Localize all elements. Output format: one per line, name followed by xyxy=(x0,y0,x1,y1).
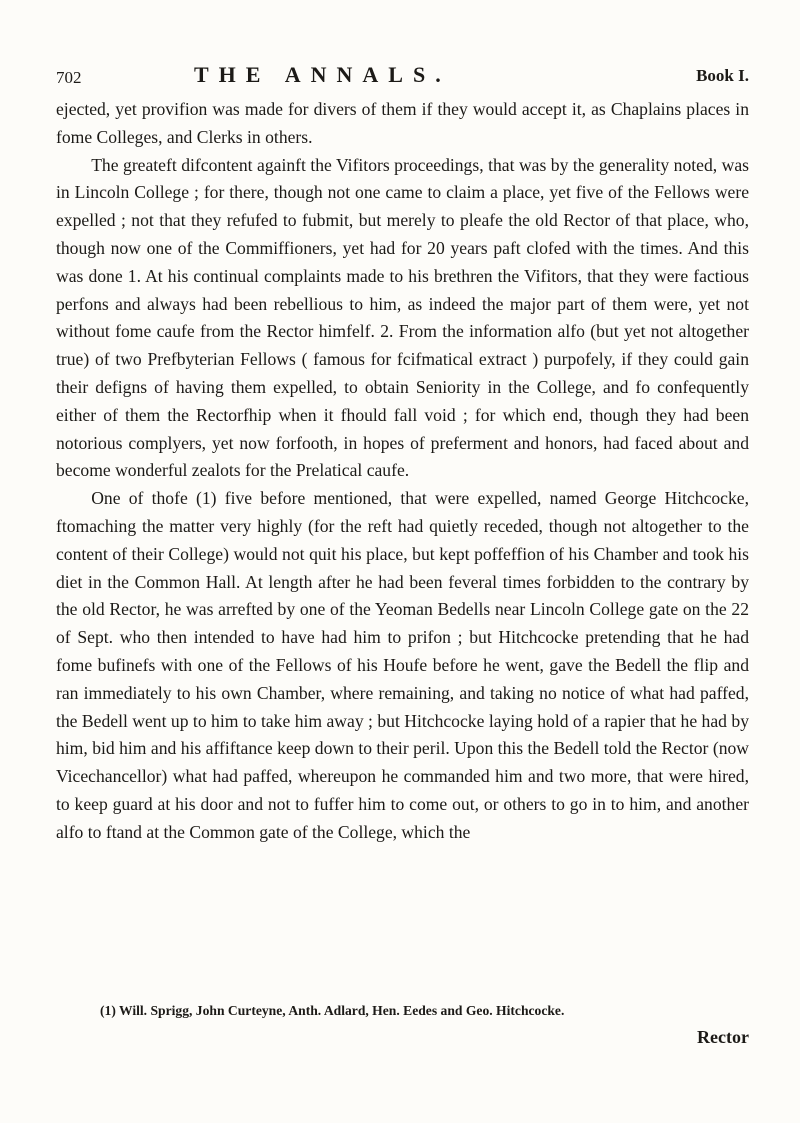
page-number: 702 xyxy=(56,68,82,87)
paragraph-lincoln-college: The greateft difcontent againft the Vifitors proceedings, that was by the generality noted, was in Lincoln College ; for there, though not one came to claim a place, yet five of the Fellows were expelled ; not that they refufed to fubmit, but merely to pleafe the old Rector of that place, who, though now one of the Commiffioners, yet had for 20 years paft clofed with the times. And this was done 1. At his continual complaints made to his brethren the Vifitors, that they were factious perfons and always had been rebellious to him, as indeed the major part of them were, yet not without fome caufe from the Rector himfelf. 2. From the information alfo (but yet not altogether true) of two Prefbyterian Fellows ( famous for fcifmatical extract ) purpofely, if they could gain their defigns of having them expelled, to obtain Seniority in the College, and fo confequently either of them the Rectorfhip when it fhould fall void ; for which end, though they had been notorious complyers, yet now forfooth, in hopes of preferment and honors, had faced about and become wonderful zealots for the Prelatical caufe. xyxy=(56,154,749,481)
running-title: THE ANNALS. xyxy=(194,62,451,87)
book-label: Book I. xyxy=(696,66,749,85)
paragraph-continuation: ejected, yet provifion was made for divers of them if they would accept it, as Chaplains places in fome Colleges, and Clerks in others. xyxy=(56,99,749,147)
running-head xyxy=(56,60,749,94)
main-text xyxy=(56,96,749,847)
catchword: Rector xyxy=(697,1027,749,1047)
paragraph-hitchcocke: One of thofe (1) five before mentioned, that were expelled, named George Hitchcocke, ftomaching the matter very highly (for the reft had quietly receded, though not altogether to the content of their College) would not quit his place, but kept poffeffion of his Chamber and took his diet in the Common Hall. At length after he had been feveral times forbidden to the contrary by the old Rector, he was arrefted by one of the Yeoman Bedells near Lincoln College gate on the 22 of Sept. who then intended to have had him to prifon ; but Hitchcocke pretending that he had fome bufinefs with one of the Fellows of his Houfe before he went, gave the Bedell the flip and ran immediately to his own Chamber, where remaining, and taking no notice of what had paffed, the Bedell went up to him to take him away ; but Hitchcocke laying hold of a rapier that he had by him, bid him and his affiftance keep down to their peril. Upon this the Bedell told the Rector (now Vicechancellor) what had paffed, whereupon he commanded him and two more, that were hired, to keep guard at his door and not to fuffer him to come out, or others to go in to him, and another alfo to ftand at the Common gate of the College, which the xyxy=(56,488,749,842)
footnote: (1) Will. Sprigg, John Curteyne, Anth. Adlard, Hen. Eedes and Geo. Hitchcocke. xyxy=(100,1003,565,1018)
